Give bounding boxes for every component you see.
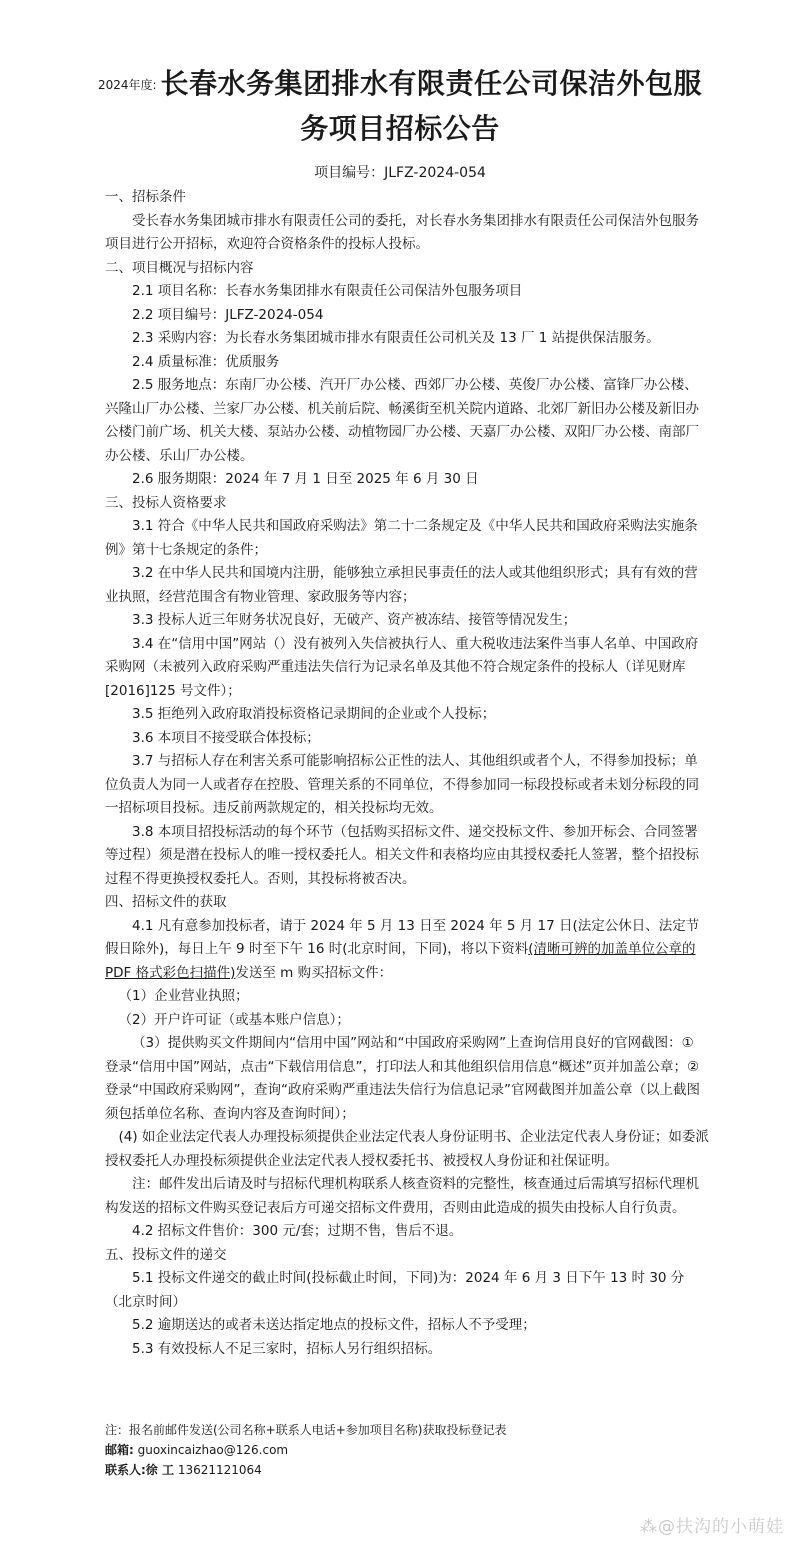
section-5-heading: 五、投标文件的递交 bbox=[105, 1246, 227, 1263]
email-address[interactable]: guoxincaizhao@126.com bbox=[137, 1443, 289, 1457]
section-1-heading: 一、招标条件 bbox=[105, 189, 186, 205]
item-4-2: 4.2 招标文件售价：300 元/套；过期不售，售后不退。 bbox=[132, 1223, 463, 1239]
item-3-5: 3.5 拒绝列入政府取消投标资格记录期间的企业或个人投标； bbox=[132, 706, 496, 722]
section-4-note: 注：邮件发出后请及时与招标代理机构联系人核查资料的完整性，核查通过后需填写招标代理机构发送的招标文件购买登记表后方可递交招标文件费用，否则由此造成的损失由投标人自行负责。 bbox=[105, 1176, 699, 1216]
watermark: ⁂@扶沟的小萌娃 bbox=[640, 1517, 784, 1537]
title-year-prefix: 2024年度: bbox=[97, 78, 157, 92]
item-3-8: 3.8 本项目招投标活动的每个环节（包括购买招标文件、递交投标文件、参加开标会、合同签署等过程）须是潜在投标人的唯一授权委托人。相关文件和表格均应由其授权委托人签署，整个招投标过程不得更换授权委托人。否则，其投标将被否决。 bbox=[105, 823, 699, 887]
item-3-6: 3.6 本项目不接受联合体投标； bbox=[132, 729, 320, 746]
item-3-7: 3.7 与招标人存在利害关系可能影响招标公正性的法人、其他组织或者个人，不得参加投标；单位负责人为同一人或者存在控股、管理关系的不同单位，不得参加同一标段投标或者未划分标段的同一招标项目投标。违反前两款规定的，相关投标均无效。 bbox=[105, 753, 699, 816]
footer-note: 注：报名前邮件发送(公司名称+联系人电话+参加项目名称)获取投标登记表 bbox=[105, 1423, 507, 1437]
item-2-6: 2.6 服务期限：2024 年 7 月 1 日至 2025 年 6 月 30 日 bbox=[132, 471, 479, 487]
item-5-2: 5.2 逾期送达的或者未送达指定地点的投标文件，招标人不予受理； bbox=[132, 1317, 536, 1333]
doc-list-4: (4) 如企业法定代表人办理投标须提供企业法定代表人身份证明书、企业法定代表人身份证；如委派授权委托人办理投标须提供企业法定代表人授权委托书、被授权人身份证和社保证明。 bbox=[105, 1129, 709, 1169]
section-1-paragraph: 受长春水务集团城市排水有限责任公司的委托，对长春水务集团排水有限责任公司保洁外包服务项目进行公开招标，欢迎符合资格条件的投标人投标。 bbox=[105, 212, 699, 252]
notice-body bbox=[105, 186, 710, 1361]
footer-email-line bbox=[105, 1440, 506, 1460]
item-3-1: 3.1 符合《中华人民共和国政府采购法》第二十二条规定及《中华人民共和国政府采购法实施条例》第十七条规定的条件； bbox=[105, 518, 698, 558]
item-2-5: 2.5 服务地点：东南厂办公楼、汽开厂办公楼、西郊厂办公楼、英俊厂办公楼、富锋厂办公楼、兴隆山厂办公楼、兰家厂办公楼、机关前后院、畅溪街至机关院内道路、北郊厂新旧办公楼及新旧办公楼门前广场、机关大楼、泵站办公楼、动植物园厂办公楼、天嘉厂办公楼、双阳厂办公楼、南部厂办公楼、乐山厂办公楼。 bbox=[105, 377, 699, 464]
section-2-heading: 二、项目概况与招标内容 bbox=[105, 259, 254, 276]
item-5-1: 5.1 投标文件递交的截止时间(投标截止时间，下同)为：2024 年 6 月 3 日下午 13 时 30 分（北京时间） bbox=[105, 1270, 685, 1310]
section-3-heading: 三、投标人资格要求 bbox=[105, 494, 227, 511]
item-3-3: 3.3 投标人近三年财务状况良好，无破产、资产被冻结、接管等情况发生； bbox=[132, 612, 577, 628]
contact-label: 联系人:徐 工 bbox=[105, 1463, 174, 1477]
title-line-1-text: 长春水务集团排水有限责任公司保洁外包服 bbox=[160, 67, 703, 100]
item-4-1 bbox=[105, 915, 710, 986]
title-line-2: 务项目招标公告 bbox=[300, 112, 500, 145]
item-5-3: 5.3 有效投标人不足三家时，招标人另行组织招标。 bbox=[132, 1340, 442, 1357]
item-3-2: 3.2 在中华人民共和国境内注册，能够独立承担民事责任的法人或其他组织形式；具有有效的营业执照，经营范围含有物业管理、家政服务等内容； bbox=[105, 565, 698, 605]
item-3-4: 3.4 在“信用中国”网站（）没有被列入失信被执行人、重大税收违法案件当事人名单、中国政府采购网（未被列入政府采购严重违法失信行为记录名单及其他不符合规定条件的投标人（详见财库[2016]125 号文件）； bbox=[105, 635, 699, 699]
title-line-1 bbox=[0, 62, 800, 107]
footer-contact-line bbox=[105, 1460, 506, 1480]
item-4-1-text-b: 发送至 m 购买招标文件： bbox=[235, 964, 393, 981]
doc-list-3: （3）提供购买文件期间内“信用中国”网站和“中国政府采购网”上查询信用良好的官网截图：① 登录“信用中国”网站，点击“下载信用信息”，打印法人和其他组织信用信息“概述”页并加盖公章；② 登录“中国政府采购网”，查询“政府采购严重违法失信行为信息记录”官网截图并加盖公章（以上截图须包括单位名称、查询内容及查询时间）； bbox=[105, 1035, 700, 1122]
item-2-1: 2.1 项目名称：长春水务集团排水有限责任公司保洁外包服务项目 bbox=[132, 283, 523, 299]
item-2-3: 2.3 采购内容：为长春水务集团城市排水有限责任公司机关及 13 厂 1 站提供保洁服务。 bbox=[132, 330, 660, 346]
doc-list-2: （2）开户许可证（或基本账户信息）； bbox=[118, 1011, 350, 1028]
item-4-1-text-a: 4.1 凡有意参加投标者，请于 2024 年 5 月 13 日至 2024 年 5 月 17 日(法定公休日、法定节假日除外)，每日上午 9 时至下午 16 时(北京时间，下同)，将以下资料 bbox=[105, 917, 700, 957]
item-4-1-underlined: (清晰可辨的加盖单位公章的 PDF 格式彩色扫描件) bbox=[105, 941, 696, 981]
doc-list-1: （1）企业营业执照； bbox=[118, 988, 249, 1004]
item-2-4: 2.4 质量标准：优质服务 bbox=[132, 353, 280, 370]
contact-phone: 13621121064 bbox=[177, 1463, 262, 1477]
email-label: 邮箱: bbox=[105, 1443, 134, 1457]
footer-notes bbox=[105, 1420, 506, 1480]
project-number: 项目编号：JLFZ-2024-054 bbox=[314, 165, 486, 181]
section-4-heading: 四、招标文件的获取 bbox=[105, 894, 227, 910]
notice-title bbox=[0, 62, 800, 151]
item-2-2: 2.2 项目编号：JLFZ-2024-054 bbox=[132, 306, 324, 323]
